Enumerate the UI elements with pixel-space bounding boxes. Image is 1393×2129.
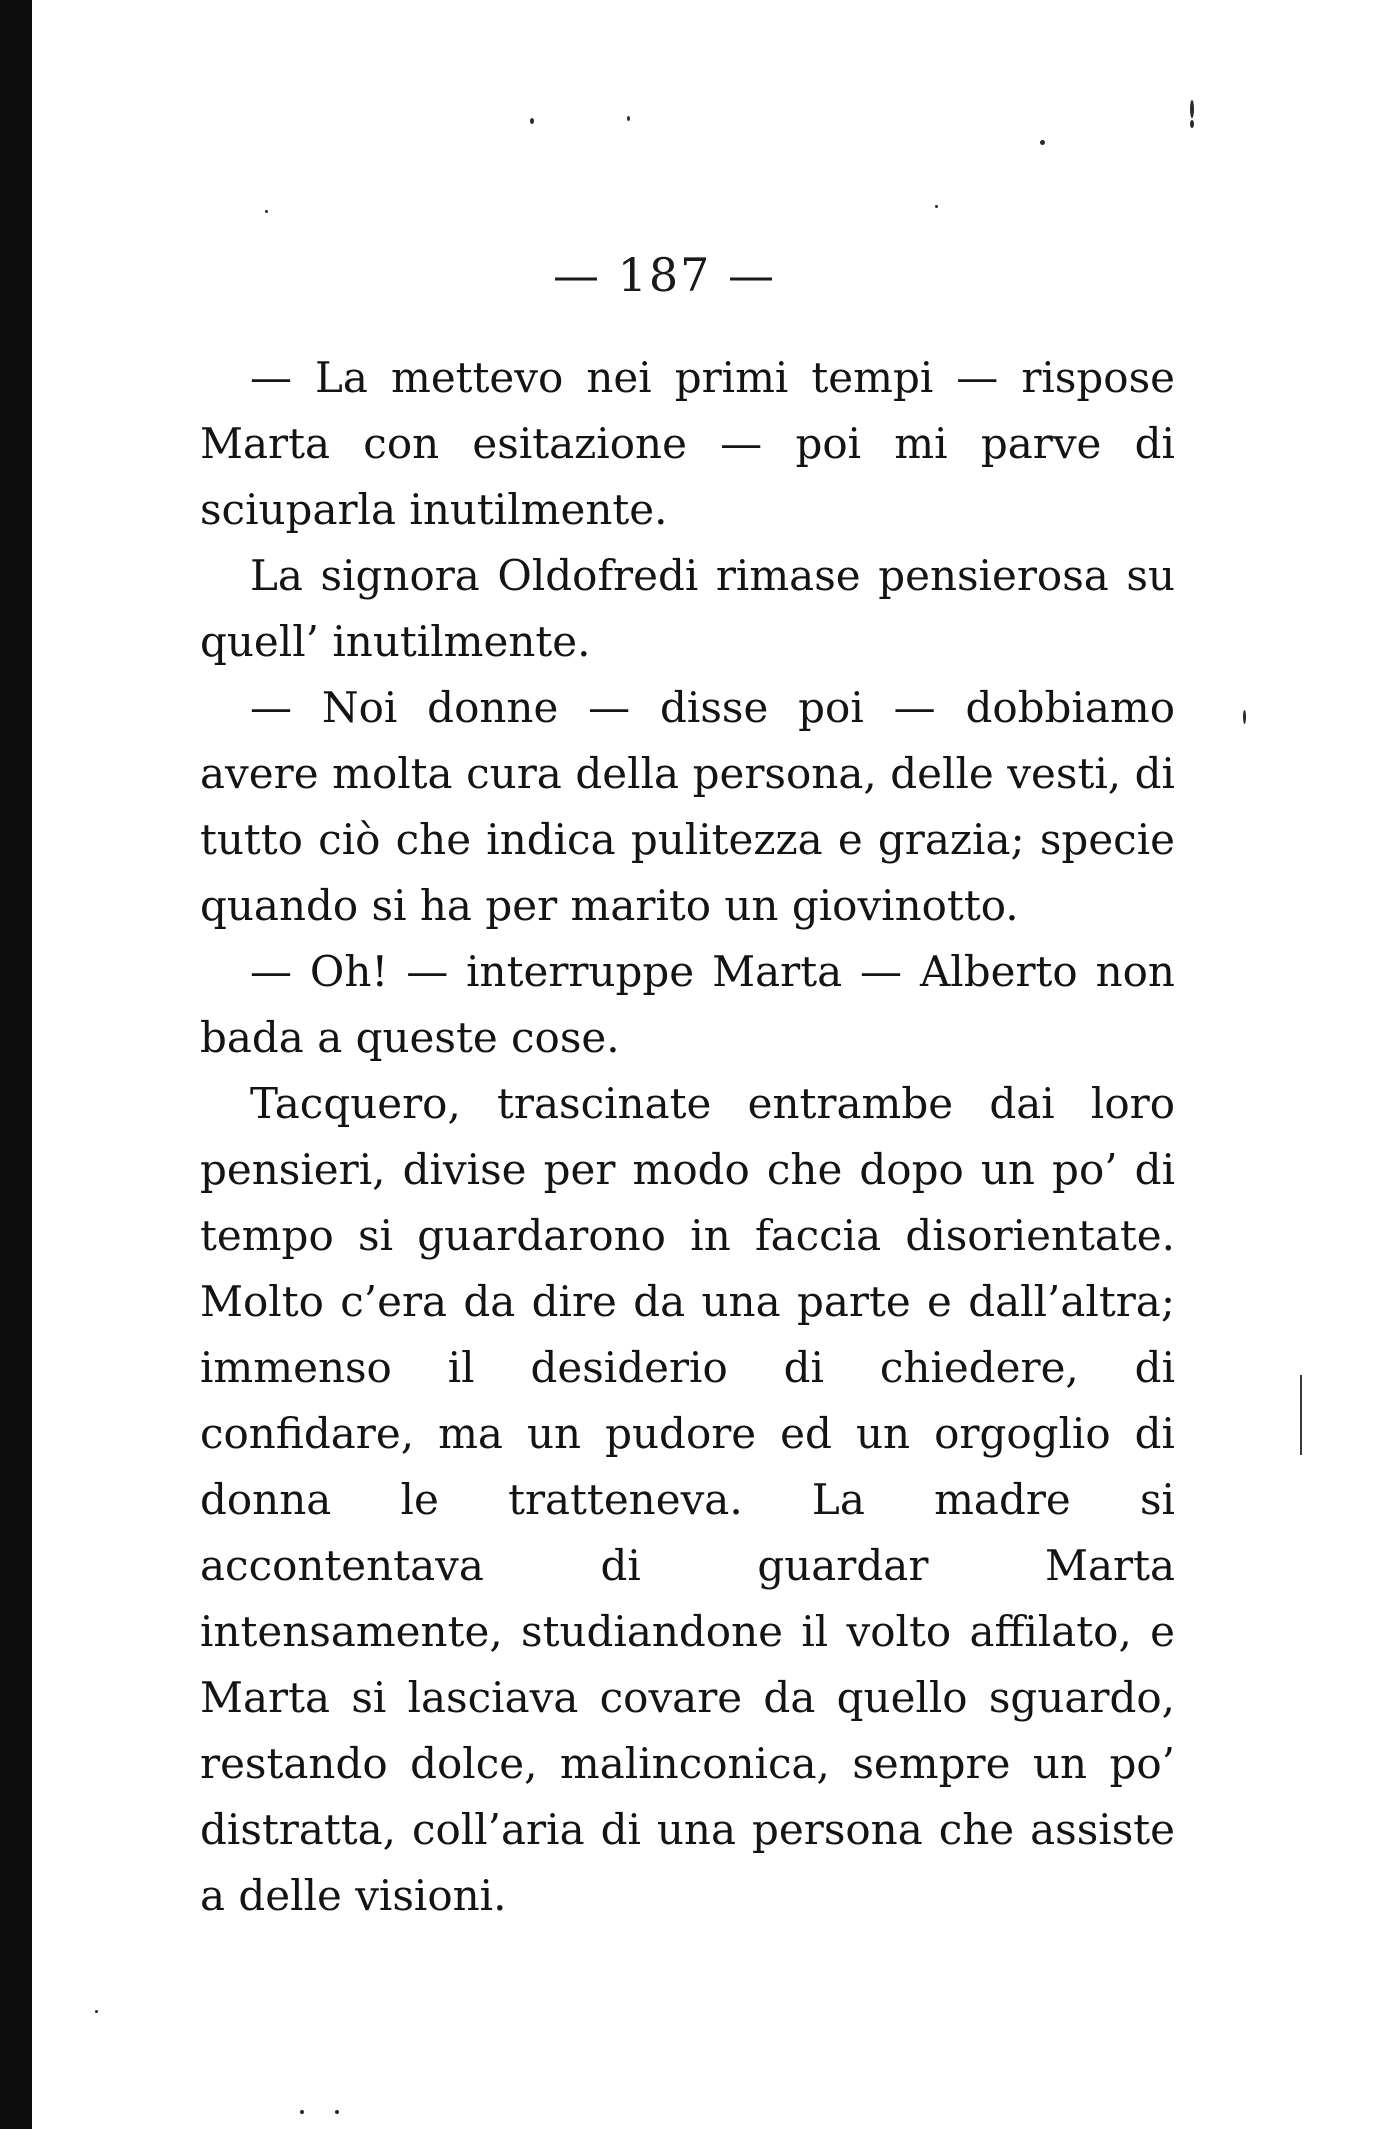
scan-speck [627,116,630,121]
scan-speck [265,210,268,213]
paragraph: — Oh! — interruppe Marta — Alberto non bada a queste cose. [200,947,1175,1062]
scan-speck [335,2110,339,2114]
scan-speck [530,118,534,124]
paragraph: Tacquero, trascinate entrambe dai loro pensieri, divise per modo che dopo un po’ di tempo si guardarono in faccia disorientate. Molto c’era da dire da una parte e dall’altra; immenso il desiderio di chiedere, di confidare, ma un pudore ed un orgoglio di donna le tratteneva. La madre si accontentava di guardar Marta intensamente, studiandone il volto affilato, e Marta si lasciava covare da quello sguardo, restando dolce, malinconica, sempre un po’ distratta, coll’aria di una persona che assiste a delle visioni. [200,1079,1175,1920]
page-number: — 187 — [552,248,777,302]
body-text [200,345,1175,1929]
paragraph: — Noi donne — disse poi — dobbiamo avere molta cura della persona, delle vesti, di tutto ciò che indica pulitezza e grazia; specie quando si ha per marito un giovinotto. [200,683,1175,930]
scan-speck [1243,710,1246,724]
scan-speck [1190,100,1194,118]
scan-speck [1040,140,1045,145]
scan-speck [935,205,938,208]
scan-speck [95,2010,98,2013]
scan-speck [1190,120,1194,128]
scan-speck [300,2110,304,2114]
margin-mark [1300,1375,1302,1455]
binding-edge [0,0,32,2129]
paragraph: — La mettevo nei primi tempi — rispose Marta con esitazione — poi mi parve di sciuparla inutilmente. [200,353,1175,534]
paragraph: La signora Oldofredi rimase pensierosa su quell’ inutilmente. [200,551,1175,666]
